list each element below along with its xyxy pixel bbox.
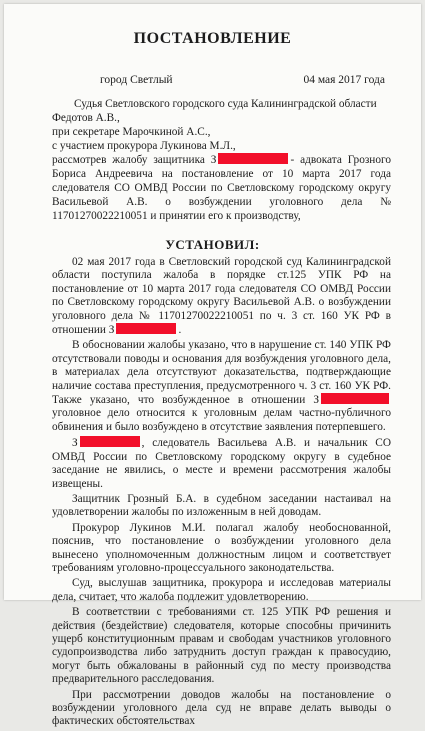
body-p3-end: , следователь Васильева А.В. и начальник СО ОМВД России по Светловскому городскому округу в судебное заседание не явились, о месте и времени рассмотрения жалобы извещены. [52,437,391,490]
redaction-mark [116,323,176,334]
body-paragraph-4: Защитник Грозный Б.А. в судебном заседании настаивал на удовлетворении жалобы по изложенным в ней доводам. [52,492,391,519]
document-city: город Светлый [100,74,173,86]
preamble-considered-end: - адвоката Грозного Бориса Андреевича на постановление от 10 марта 2017 года следователя СО ОМВД России по Светловскому городскому округу Васильевой А.В. о возбуждении уголовного дела № 11701270022210051 и принятии его к производству, [52,154,392,222]
preamble-considered [52,153,391,223]
preamble-secretary: при секретаре Марочкиной А.С., [52,126,211,138]
body-paragraph-3 [52,436,391,491]
body-paragraph-1 [52,256,391,337]
body-paragraph-6: Суд, выслушав защитника, прокурора и исследовав материалы дела, считает, что жалоба подлежит удовлетворению. [52,577,391,603]
preamble-considered-start: рассмотрев жалобу защитника З [52,154,217,166]
document-title: ПОСТАНОВЛЕНИЕ [133,30,292,47]
preamble [52,97,391,223]
body-p2-end: уголовное дело относится к уголовным делам частно-публичного обвинения и было возбуждено в отсутствие заявления потерпевшего. [52,407,391,433]
redaction-mark [218,153,288,164]
document-page [4,4,421,728]
body-p1-text: 02 мая 2017 года в Светловский городской суд Калининградской области поступила жалоба в порядке ст.125 УПК РФ на постановление от 10 марта 2017 года следователя СО ОМВД России по Светловскому городскому округу Васильевой А.В. о возбуждении уголовного дела № 11701270022210051 по ч. 3 ст. 160 УК РФ в отношении З [52,256,391,337]
preamble-prosecutor: с участием прокурора Лукинова М.Л., [52,140,236,152]
redaction-mark [80,436,140,447]
body-paragraph-2 [52,339,391,434]
body-paragraph-5: Прокурор Лукинов М.И. полагал жалобу необоснованной, пояснив, что постановление о возбуждении уголовного дела вынесено уполномоченным должностным лицом и соответствует требованиям уголовно-процессуального законодательства. [52,521,391,574]
body-p3-text: З [72,437,78,450]
body-p1-end: . [178,324,182,337]
redaction-mark [321,393,389,404]
document-date: 04 мая 2017 года [303,74,385,86]
body-paragraph-8: При рассмотрении доводов жалобы на постановление о возбуждении уголовного дела суд не вправе делать выводы о фактических обстоятельствах [52,688,391,728]
document-body [52,256,391,731]
preamble-judge: Судья Светловского городского суда Калининградской области Федотов А.В., [52,98,377,124]
section-heading: УСТАНОВИЛ: [165,237,260,252]
body-paragraph-7: В соответствии с требованиями ст. 125 УПК РФ решения и действия (бездействие) следователя, которые способны причинить ущерб конституционным правам и свободам участников уголовного судопроизводства либо затруднить доступ граждан к правосудию, могут быть обжалованы в районный суд по месту производства предварительного расследования. [52,606,391,686]
body-p2-text: В обосновании жалобы указано, что в нарушение ст. 140 УПК РФ отсутствовали поводы и основания для возбуждения уголовного дела, в материалах дела отсутствуют доказательства, подтверждающие наличие состава преступления, предусмотренного ч. 3 ст. 160 УК РФ. Также указано, что возбужденное в отношении З [52,339,391,407]
